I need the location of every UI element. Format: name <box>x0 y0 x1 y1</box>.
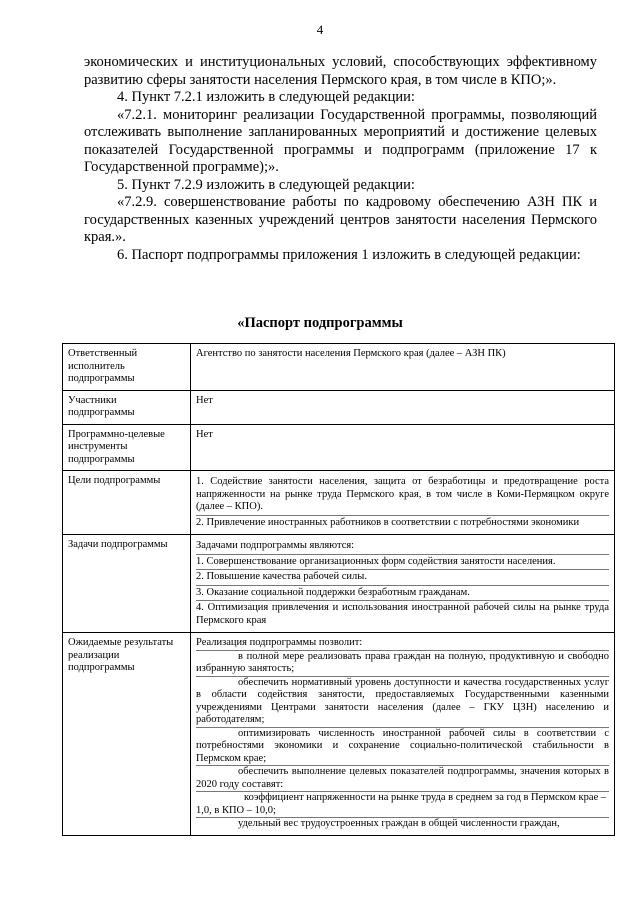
table-row <box>63 424 615 471</box>
result-item: обеспечить нормативный уровень доступности и качества государственных услуг в области содействия занятости, предоставляемых Государственными казенными учреждениями Центрами занятости населения (далее – ГКУ ЦЗН) населению и работодателям; <box>196 677 609 728</box>
paragraph: 5. Пункт 7.2.9 изложить в следующей редакции: <box>117 176 415 193</box>
table-row <box>63 633 615 836</box>
task-item: 4. Оптимизация привлечения и использования иностранной рабочей силы на рынке труда Пермского края <box>196 602 609 626</box>
paragraph: «7.2.9. совершенствование работы по кадровому обеспечению АЗН ПК и государственных казенных учреждений центров занятости населения Пермского края.». <box>84 194 597 245</box>
result-item: коэффициент напряженности на рынке труда в среднем за год в Пермском крае – 1,0, в КПО – 10,0; <box>196 792 609 818</box>
row-value: Агентство по занятости населения Пермского края (далее – АЗН ПК) <box>191 344 615 391</box>
goal-item: 1. Содействие занятости населения, защита от безработицы и предотвращение роста напряженности на рынке труда Пермского края, в том числе в Коми-Пермяцком округе (далее – КПО). <box>196 475 609 516</box>
row-value: Нет <box>191 424 615 471</box>
page-number: 4 <box>316 22 324 37</box>
row-label: Программно-целевые инструменты подпрограммы <box>63 424 191 471</box>
row-value <box>191 535 615 633</box>
table-row <box>63 390 615 424</box>
task-item: 2. Повышение качества рабочей силы. <box>196 570 609 586</box>
row-label: Ответственный исполнитель подпрограммы <box>63 344 191 391</box>
table-title: «Паспорт подпрограммы <box>237 315 403 331</box>
goal-item: 2. Привлечение иностранных работников в соответствии с потребностями экономики <box>196 516 580 528</box>
table-row <box>63 471 615 535</box>
paragraph: 4. Пункт 7.2.1 изложить в следующей редакции: <box>117 89 415 105</box>
row-value <box>191 633 615 836</box>
row-label: Задачи подпрограммы <box>63 535 191 633</box>
results-intro: Реализация подпрограммы позволит: <box>196 637 609 651</box>
result-item: удельный вес трудоустроенных граждан в общей численности граждан, <box>238 818 560 829</box>
row-value: Нет <box>191 390 615 424</box>
task-item: 3. Оказание социальной поддержки безработным гражданам. <box>196 586 609 602</box>
document-body <box>84 54 597 264</box>
paragraph: «7.2.1. мониторинг реализации Государственной программы, позволяющий отслеживать выполнение запланированных мероприятий и достижение целевых показателей Государственной программы и подпрограмм (приложение 17 к Государственной программе);». <box>84 106 597 175</box>
paragraph: экономических и институциональных условий, способствующих эффективному развитию сферы занятости населения Пермского края, в том числе в КПО;». <box>84 54 597 88</box>
passport-table <box>62 343 615 836</box>
table-row <box>63 344 615 391</box>
row-label: Участники подпрограммы <box>63 390 191 424</box>
tasks-intro: Задачами подпрограммы являются: <box>196 539 609 555</box>
task-item: 1. Совершенствование организационных форм содействия занятости населения. <box>196 555 609 571</box>
result-item: оптимизировать численность иностранной рабочей силы в соответствии с потребностями экономики и сохранение социально-политической стабильности в Пермском крае; <box>196 728 609 767</box>
table-row <box>63 535 615 633</box>
result-item: обеспечить выполнение целевых показателей подпрограммы, значения которых в 2020 году составят: <box>196 766 609 792</box>
result-item: в полной мере реализовать права граждан на полную, продуктивную и свободно избранную занятость; <box>196 651 609 677</box>
paragraph: 6. Паспорт подпрограммы приложения 1 изложить в следующей редакции: <box>117 246 581 263</box>
row-label: Цели подпрограммы <box>63 471 191 535</box>
row-value <box>191 471 615 535</box>
row-label: Ожидаемые результаты реализации подпрограммы <box>63 633 191 836</box>
